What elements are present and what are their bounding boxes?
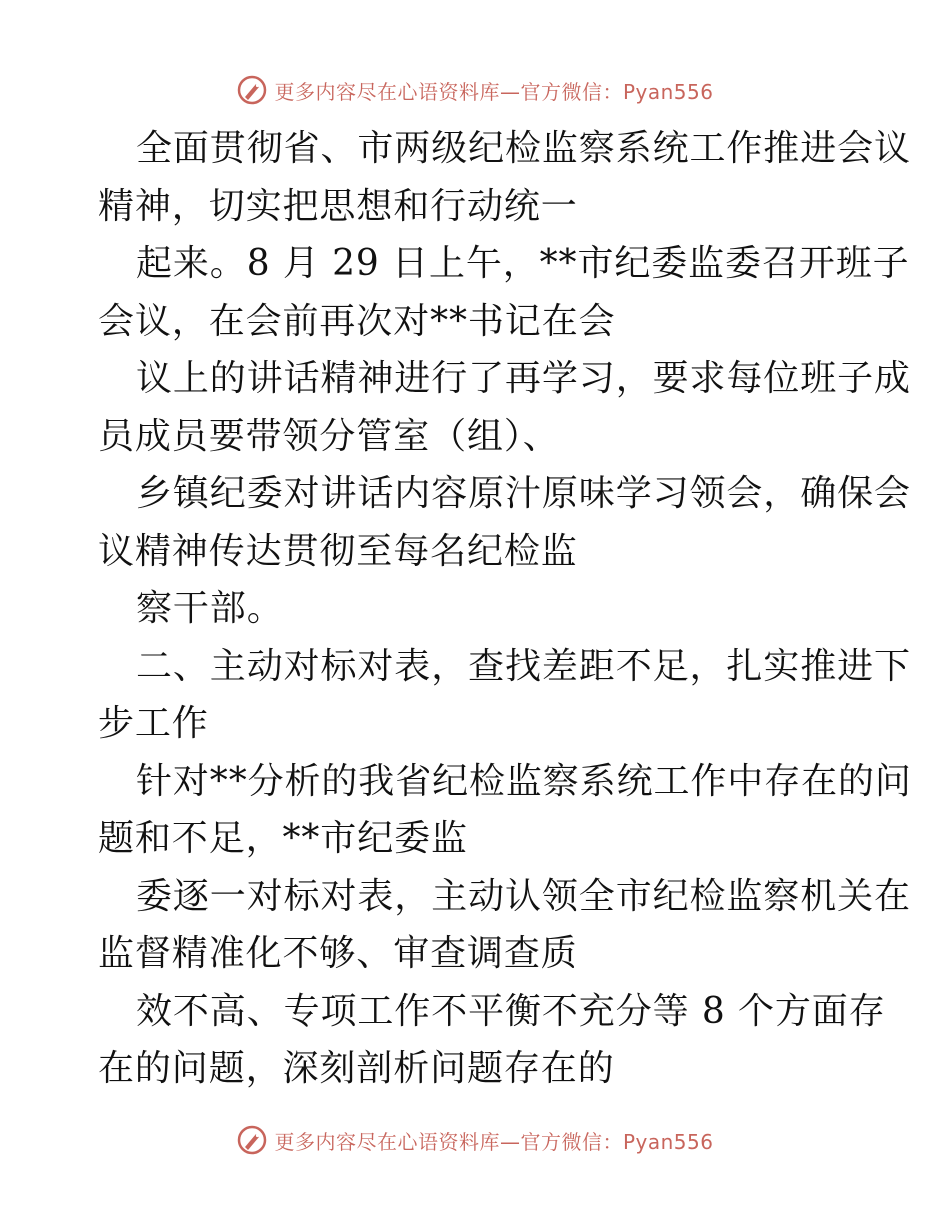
text-line: 乡镇纪委对讲话内容原汁原味学习领会，确保会 xyxy=(136,473,911,514)
text-line: 员成员要带领分管室（组）、 xyxy=(98,415,560,457)
footer-banner xyxy=(0,1120,950,1160)
text-line: 察干部。 xyxy=(136,588,284,629)
pen-nib-logo-icon xyxy=(236,1124,268,1156)
text-line: 起来。8 月 29 日上午，**市纪委监委召开班子 xyxy=(136,243,910,284)
text-line: 针对**分析的我省纪检监察系统工作中存在的问 xyxy=(136,760,912,802)
text-line: 效不高、专项工作不平衡不充分等 8 个方面存 xyxy=(136,990,886,1032)
text-line: 精神，切实把思想和行动统一 xyxy=(98,185,578,227)
section-heading: 二、主动对标对表，查找差距不足，扎实推进下 xyxy=(136,645,911,687)
text-line: 议上的讲话精神进行了再学习，要求每位班子成 xyxy=(136,358,911,399)
text-line: 会议，在会前再次对**书记在会 xyxy=(98,300,616,342)
text-line: 全面贯彻省、市两级纪检监察系统工作推进会议 xyxy=(136,128,911,169)
header-banner-text: 更多内容尽在心语资料库—官方微信：Pyan556 xyxy=(274,79,714,104)
text-line: 题和不足，**市纪委监 xyxy=(98,818,468,859)
footer-banner-text: 更多内容尽在心语资料库—官方微信：Pyan556 xyxy=(274,1129,714,1154)
header-banner xyxy=(0,70,950,110)
text-line: 在的问题，深刻剖析问题存在的 xyxy=(98,1048,615,1089)
text-line: 监督精准化不够、审查调查质 xyxy=(98,933,578,974)
pen-nib-logo-icon xyxy=(236,74,268,106)
text-line: 议精神传达贯彻至每名纪检监 xyxy=(98,530,578,572)
document-body xyxy=(98,120,912,1098)
text-line: 委逐一对标对表，主动认领全市纪检监察机关在 xyxy=(136,875,911,917)
section-heading-continued: 步工作 xyxy=(98,703,209,744)
